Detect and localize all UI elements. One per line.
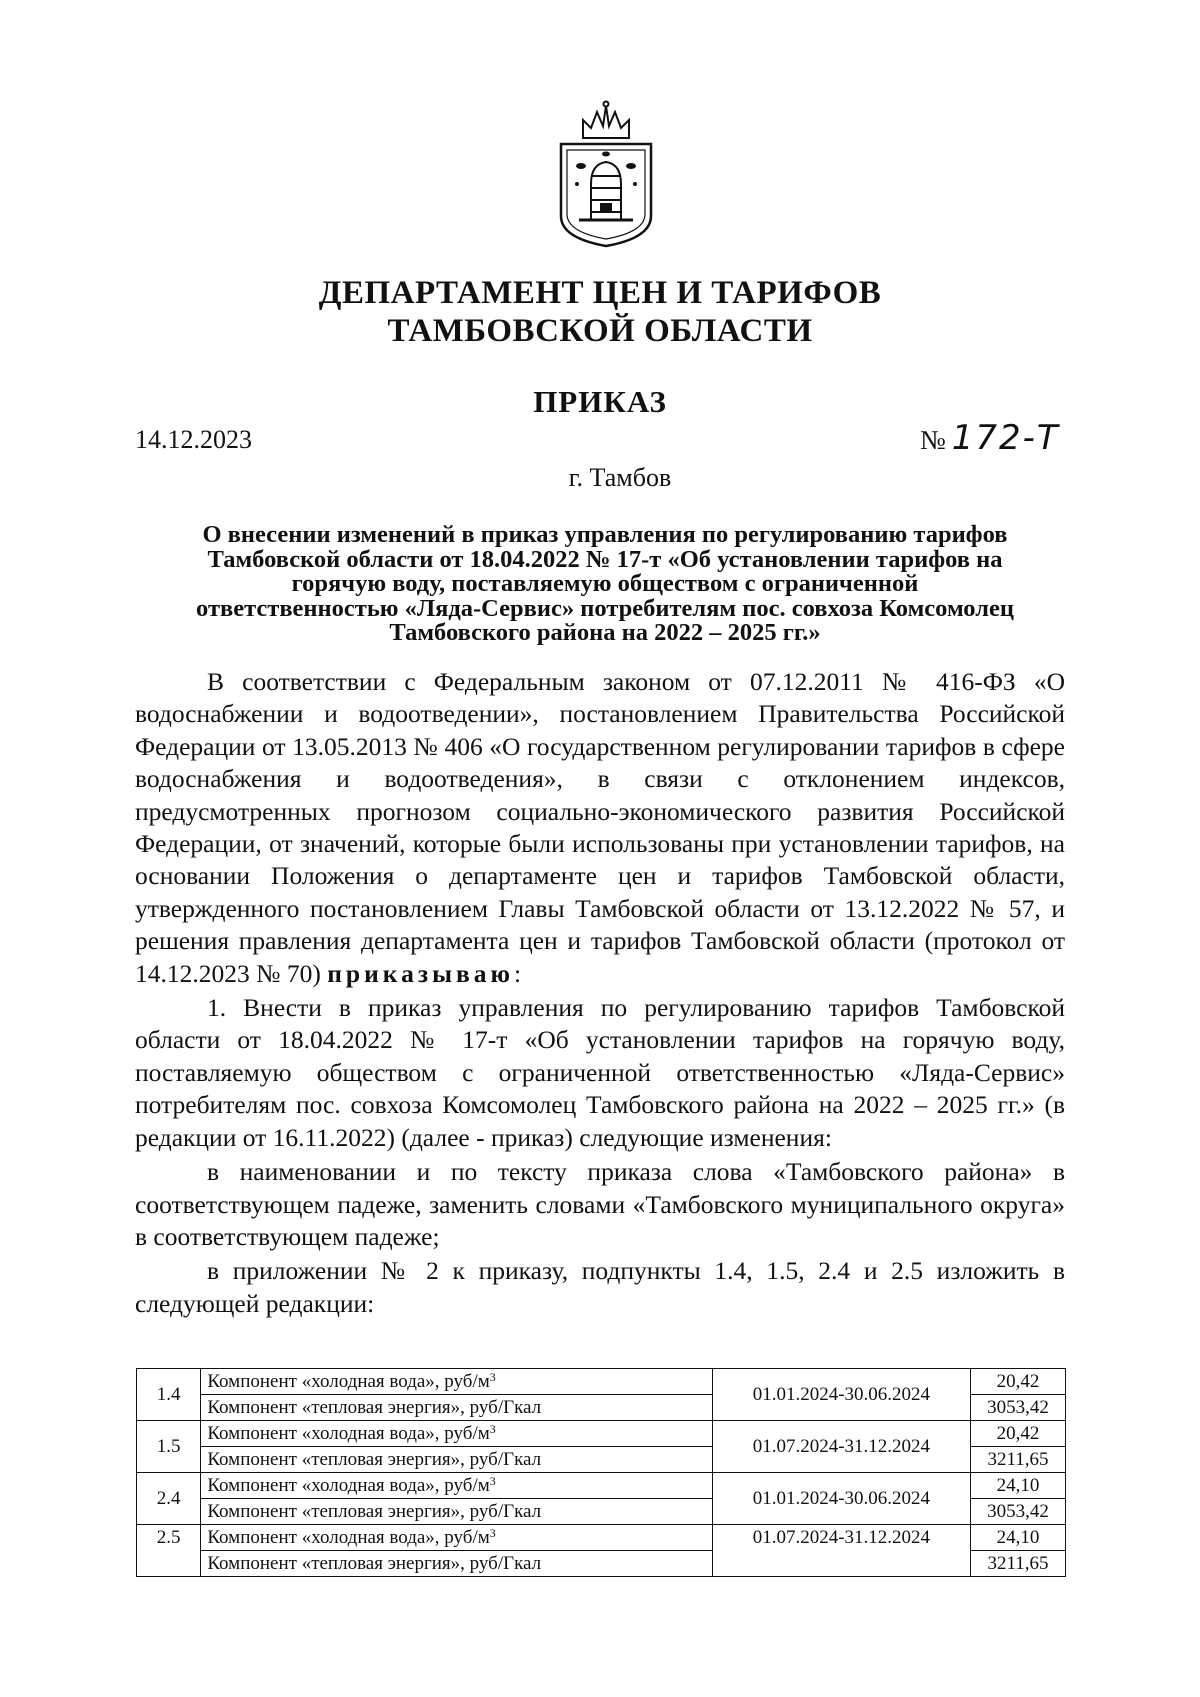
change-1-paragraph: в наименовании и по тексту приказа слова «Тамбовского района» в соответствующем падеже, заменить словами «Тамбовского муниципального округа» в соответствующем падеже; — [135, 1157, 1065, 1251]
cold-water-value: 20,42 — [971, 1369, 1066, 1395]
heat-label: Компонент «тепловая энергия», руб/Гкал — [201, 1395, 712, 1421]
table-row — [137, 1525, 1066, 1551]
heat-label: Компонент «тепловая энергия», руб/Гкал — [201, 1499, 712, 1525]
table-row — [137, 1473, 1066, 1499]
document-body — [135, 666, 1065, 1320]
cold-water-label: Компонент «холодная вода», руб/$м^3$ — [201, 1421, 712, 1447]
document-date: 14.12.2023 — [135, 425, 252, 454]
cold-water-label: Компонент «холодная вода», руб/$м^3$ — [201, 1525, 712, 1551]
row-number: 1.4 — [137, 1369, 201, 1421]
period-cell: 01.01.2024-30.06.2024 — [712, 1473, 970, 1525]
document-number — [920, 418, 1060, 458]
order-colon: : — [514, 958, 522, 988]
change-2-paragraph: в приложении № 2 к приказу, подпункты 1.4, 1.5, 2.4 и 2.5 изложить в следующей редакции: — [135, 1256, 1065, 1318]
cold-water-value: 20,42 — [971, 1421, 1066, 1447]
cold-water-value: 24,10 — [971, 1525, 1066, 1551]
period-cell: 01.01.2024-30.06.2024 — [712, 1369, 970, 1421]
cold-water-value: 24,10 — [971, 1473, 1066, 1499]
department-line-2: ТАМБОВСКОЙ ОБЛАСТИ — [387, 313, 813, 349]
document-type: ПРИКАЗ — [533, 384, 667, 419]
subject-line: Тамбовской области от 18.04.2022 № 17-т «Об установлении тарифов на — [207, 545, 1003, 573]
row-number: 2.5 — [137, 1525, 201, 1551]
department-line-1: ДЕПАРТАМЕНТ ЦЕН И ТАРИФОВ — [318, 275, 882, 311]
heat-value: 3211,65 — [971, 1447, 1066, 1473]
heat-value: 3211,65 — [971, 1551, 1066, 1577]
item-1-paragraph: 1. Внести в приказ управления по регулированию тарифов Тамбовской области от 18.04.2022 № 17-т «Об установлении тарифов на горячую воду, поставляемую обществом с ограниченной ответственностью «Ляда-Сервис» потребителям пос. совхоза Комсомолец Тамбовского района на 2022 – 2025 гг.» (в редакции от 16.11.2022) (далее - приказ) следующие изменения: — [135, 993, 1065, 1152]
row-number: 2.4 — [137, 1473, 201, 1525]
order-word: приказываю — [327, 958, 514, 988]
subject-line: ответственностью «Ляда-Сервис» потребителям пос. совхоза Комсомолец — [196, 594, 1014, 622]
document-subject — [130, 523, 1080, 646]
row-number: 1.5 — [137, 1421, 201, 1473]
cold-water-label: Компонент «холодная вода», руб/$м^3$ — [201, 1473, 712, 1499]
subject-line: О внесении изменений в приказ управления по регулированию тарифов — [202, 521, 1008, 548]
period-cell: 01.07.2024-31.12.2024 — [712, 1525, 970, 1551]
department-name — [0, 274, 1200, 350]
heat-label: Компонент «тепловая энергия», руб/Гкал — [201, 1551, 712, 1577]
cold-water-label: Компонент «холодная вода», руб/$м^3$ — [201, 1369, 712, 1395]
table-row — [137, 1421, 1066, 1447]
heat-value: 3053,42 — [971, 1395, 1066, 1421]
table-row — [137, 1369, 1066, 1395]
subject-line: Тамбовского района на 2022 – 2025 гг.» — [389, 619, 821, 646]
heat-label: Компонент «тепловая энергия», руб/Гкал — [201, 1447, 712, 1473]
handwritten-number: 172-Т — [951, 418, 1060, 458]
tariff-table — [136, 1368, 1066, 1577]
preamble-text: В соответствии с Федеральным законом от 07.12.2011 № 416-ФЗ «О водоснабжении и водоотведении», постановлением Правительства Российской Федерации от 13.05.2013 № 406 «О государственном регулировании тарифов в сфере водоснабжения и водоотведения», в связи с отклонением индексов, предусмотренных прогнозом социально-экономического развития Российской Федерации, от значений, которые были использованы при установлении тарифов, на основании Положения о департаменте цен и тарифов Тамбовской области, утвержденного постановлением Главы Тамбовской области от 13.12.2022 № 57, и решения правления департамента цен и тарифов Тамбовской области (протокол от 14.12.2023 № 70) — [135, 667, 1065, 988]
number-prefix: № — [920, 425, 946, 455]
table-row — [137, 1551, 1066, 1577]
document-city: г. Тамбов — [568, 463, 672, 492]
tambov-coat-of-arms-icon — [553, 98, 659, 250]
preamble-paragraph — [135, 666, 1065, 990]
subject-line: горячую воду, поставляемую обществом с ограниченной — [291, 570, 919, 597]
heat-value: 3053,42 — [971, 1499, 1066, 1525]
period-cell: 01.07.2024-31.12.2024 — [712, 1421, 970, 1473]
row-number-empty — [137, 1551, 201, 1577]
period-cell-empty — [712, 1551, 970, 1577]
